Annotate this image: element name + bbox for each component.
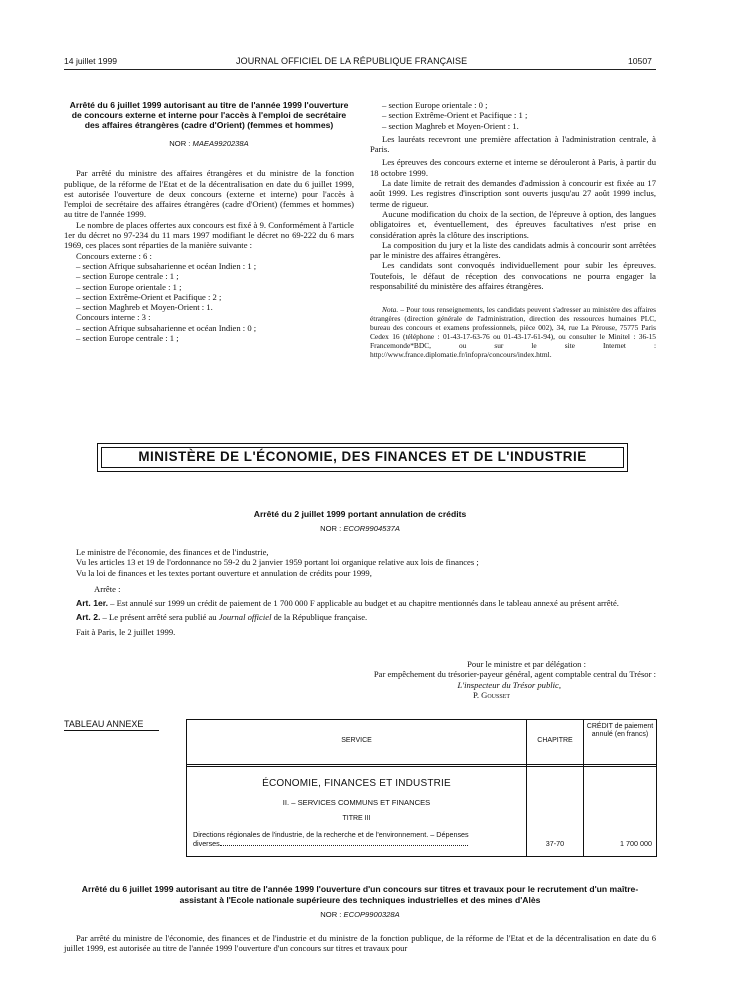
signature-line: Pour le ministre et par délégation :: [467, 659, 586, 669]
concours-interne-label: Concours interne : 3 :: [76, 312, 151, 323]
table-chapitre-value: 37-70: [545, 839, 565, 848]
article-3-nor: [64, 910, 656, 920]
article-1-left-column: [64, 100, 354, 343]
table-section: II. – SERVICES COMMUNS ET FINANCES: [282, 798, 431, 807]
journal-title: JOURNAL OFFICIEL DE LA RÉPUBLIQUE FRANÇAISE: [236, 56, 468, 66]
header-rule: [64, 69, 656, 70]
article-1-right-column: [370, 100, 656, 359]
art-label: Art. 2.: [76, 612, 101, 623]
article-1-paragraph: La date limite de retrait des demandes d'admission à concourir est fixée au 17 août 1999. Les registres d'inscription sont ouverts jusqu'au 27 août 1999 inclus, terme de rigueur.: [370, 178, 656, 209]
signatory-name: P. Gousset: [473, 689, 510, 700]
concours-interne-list-cont: [370, 100, 656, 131]
article-3-title: Arrêté du 6 juillet 1999 autorisant au titre de l'année 1999 l'ouverture d'un concours sur titres et travaux pour le recrutement d'un maître-assistant à l'Ecole nationale supérieure des techniques industrielles et des mines d'Alès: [81, 884, 639, 905]
list-item: – section Afrique subsaharienne et océan Indien : 1 ;: [64, 261, 354, 271]
list-item: – section Europe orientale : 0 ;: [370, 100, 656, 110]
article-2-art2: [64, 612, 656, 622]
signature-line: Par empêchement du trésorier-payeur général, agent comptable central du Trésor :: [373, 669, 656, 680]
ministry-banner-inner: [101, 447, 624, 468]
signature-block: [300, 659, 656, 700]
table-amount-value: 1 700 000: [620, 839, 652, 848]
note-label: Nota.: [382, 305, 399, 315]
header-divider: [187, 764, 656, 765]
column-header-credit: CRÉDIT de paiement annulé (en francs): [586, 723, 654, 738]
art-text: de la République française.: [271, 612, 368, 623]
signature-title: L'inspecteur du Trésor public,: [457, 679, 561, 690]
article-2-line: Vu les articles 13 et 19 de l'ordonnance no 59-2 du 2 janvier 1959 portant loi organique relative aux lois de finances ;: [76, 557, 479, 568]
article-1-paragraph: La composition du jury et la liste des candidats admis à concourir sont arrêtées par le ministre des affaires étrangères.: [370, 239, 656, 261]
nor-code: ECOP9900328A: [343, 910, 400, 919]
nor-label: NOR :: [320, 524, 342, 533]
article-3-body: [64, 933, 656, 954]
arrete-line: Arrête :: [94, 583, 121, 594]
column-divider: [583, 720, 584, 856]
article-1-paragraph: Les candidats sont convoqués individuellement pour subir les épreuves. Toutefois, le défaut de réception des convocations ne pourra engager la responsabilité du ministère des affaires étrangères.: [370, 260, 656, 292]
column-header-chapitre: CHAPITRE: [537, 737, 573, 744]
article-3-paragraph: Par arrêté du ministre de l'économie, des finances et de l'industrie et du ministre de la fonction publique, de la réforme de l'Etat et de la décentralisation en date du 6 juillet 1999, est autorisée au titre de l'année 1999 l'ouverture d'un concours sur titres et travaux pour: [64, 933, 656, 954]
art-text: – Le présent arrêté sera publié au: [100, 612, 219, 623]
table-description: [193, 830, 521, 848]
ministry-name: MINISTÈRE DE L'ÉCONOMIE, DES FINANCES ET DE L'INDUSTRIE: [138, 449, 587, 465]
list-item: – section Extrême-Orient et Pacifique : 2 ;: [64, 292, 354, 302]
article-2-line: Le ministre de l'économie, des finances et de l'industrie,: [76, 547, 269, 557]
art-text: – Est annulé sur 1999 un crédit de paiement de 1 700 000 F applicable au budget et au chapitre mentionnés dans le tableau annexé au présent arrêté.: [108, 598, 619, 609]
concours-externe-list: [64, 261, 354, 312]
article-1-paragraph: Aucune modification du choix de la section, de l'épreuve à option, des langues obligatoires et, éventuellement, des épreuves facultatives n'est prise en considération après la clôture des inscriptions.: [370, 208, 656, 240]
header-date: 14 juillet 1999: [64, 56, 118, 66]
fait-line: Fait à Paris, le 2 juillet 1999.: [76, 626, 176, 637]
article-2-body: [64, 547, 656, 637]
nor-code: MAEA9920238A: [192, 139, 249, 148]
article-1-title: Arrêté du 6 juillet 1999 autorisant au titre de l'année 1999 l'ouverture de concours externe et interne pour l'accès à l'emploi de secrétaire des affaires étrangères (cadre d'Orient) (femmes et hommes): [69, 100, 349, 130]
description-text: diverses: [193, 839, 220, 848]
header-divider: [187, 766, 656, 767]
tableau-label: TABLEAU ANNEXE: [64, 719, 159, 731]
art-label: Art. 1er.: [76, 598, 109, 609]
list-item: – section Extrême-Orient et Pacifique : 1 ;: [370, 110, 656, 120]
table-titre: TITRE III: [342, 815, 371, 822]
nor-code: ECOR9904537A: [343, 524, 400, 533]
annex-table: [186, 719, 657, 857]
article-2-title: Arrêté du 2 juillet 1999 portant annulation de crédits: [253, 509, 467, 519]
description-line: Directions régionales de l'industrie, de la recherche et de l'environnement. – Dépenses: [193, 830, 469, 839]
article-1-paragraph: Le nombre de places offertes aux concours est fixé à 9. Conformément à l'article 1er du décret no 97-234 du 11 mars 1997 modifiant le décret no 69-222 du 6 mars 1969, ces places sont réparties de la manière suivante :: [64, 219, 354, 251]
concours-interne-list: [64, 323, 354, 344]
article-1-paragraph: Les lauréats recevront une première affectation à l'administration centrale, à Paris.: [370, 133, 656, 155]
dot-leader: [220, 840, 468, 846]
list-item: – section Europe centrale : 1 ;: [64, 271, 354, 281]
ministry-banner: [97, 443, 628, 472]
note-text: – Pour tous renseignements, les candidats peuvent s'adresser au ministère des affaires étrangères (direction générale de l'administration, direction des ressources humaines PLC, bureau des concours et examens professionnels, pièce 002), 34, rue La Pérouse, 75775 Paris Cedex 16 (téléphone : 01-43-17-63-76 ou 01-43-17-61-94), ou consulter le Minitel : 36-15 Francemonde*BDC, ou sur le site Internet : http://www.france.diplomatie.fr/infopra/concours/index.html.: [370, 305, 656, 360]
article-1-nor: [64, 139, 354, 149]
list-item: – section Maghreb et Moyen-Orient : 1.: [370, 121, 656, 131]
article-1-paragraph: Par arrêté du ministre des affaires étrangères et du ministre de la fonction publique, de la réforme de l'Etat et de la décentralisation en date du 6 juillet 1999, est autorisée l'ouverture de deux concours (externe et interne) pour l'accès à l'emploi de secrétaire des affaires étrangères (cadre d'Orient) (femmes et hommes) au titre de l'année 1999.: [64, 168, 354, 220]
article-1-paragraph: Les épreuves des concours externe et interne se dérouleront à Paris, à partir du 18 octobre 1999.: [370, 157, 656, 178]
journal-officiel-text: Journal officiel: [218, 612, 272, 623]
article-1-note: [370, 305, 656, 359]
nor-label: NOR :: [169, 139, 191, 148]
nor-label: NOR :: [320, 910, 342, 919]
list-item: – section Maghreb et Moyen-Orient : 1.: [64, 302, 354, 312]
page-number: 10507: [628, 56, 652, 66]
table-ministry: ÉCONOMIE, FINANCES ET INDUSTRIE: [262, 778, 451, 789]
article-2-art1: [64, 598, 656, 608]
column-header-service: SERVICE: [341, 737, 372, 744]
list-item: – section Europe centrale : 1 ;: [64, 333, 354, 343]
signature-line: [300, 680, 656, 690]
description-line-2: [193, 839, 521, 848]
concours-externe-label: Concours externe : 6 :: [76, 250, 152, 261]
article-2-nor: [64, 524, 656, 534]
article-2-line: Vu la loi de finances et les textes portant ouverture et annulation de crédits pour 1999,: [76, 567, 372, 578]
list-item: – section Afrique subsaharienne et océan Indien : 0 ;: [64, 323, 354, 333]
list-item: – section Europe orientale : 1 ;: [64, 282, 354, 292]
